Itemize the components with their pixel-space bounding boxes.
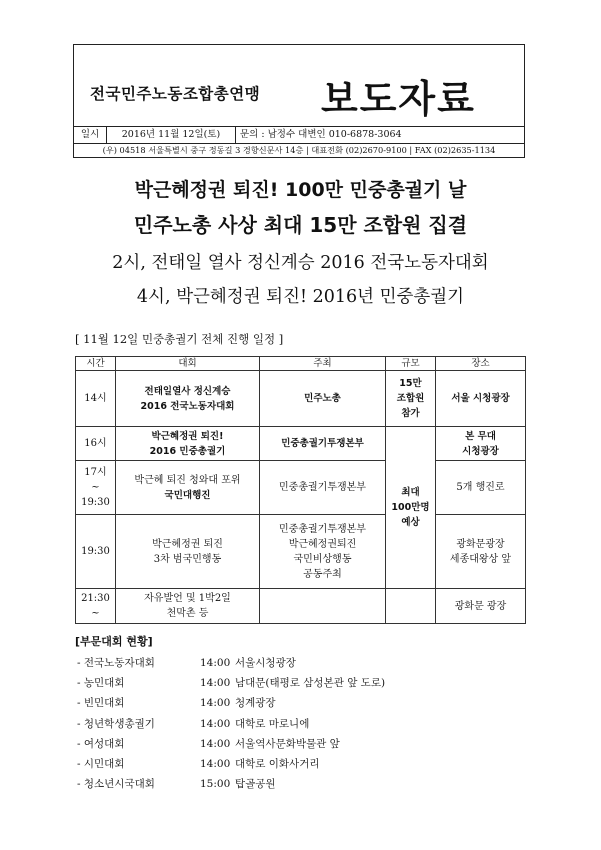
table-header-row: [76, 357, 526, 371]
address-row: (우) 04518 서울특별시 중구 정동길 3 경향신문사 14층 | 대표전화 (02)2670-9100 | FAX (02)2635-1134: [73, 143, 525, 158]
row-host: [260, 589, 386, 624]
date-label: 일시: [74, 127, 107, 143]
list-item: [77, 693, 385, 713]
sub-events-list: [77, 653, 385, 794]
headline-1: 박근혜정권 퇴진! 100만 민중총궐기 날: [134, 179, 467, 201]
sub-event-time: 14:00: [200, 657, 231, 669]
scale-line: 참가: [401, 408, 420, 419]
row-time: [76, 589, 116, 624]
host-line: 공동주최: [303, 568, 342, 580]
sub-event-name: - 농민대회: [77, 677, 125, 690]
event-line: 2016 전국노동자대회: [140, 400, 235, 412]
time-line: ~: [91, 482, 100, 493]
org-name: 전국민주노동조합총연맹: [90, 85, 261, 103]
sub-event-name: - 전국노동자대회: [77, 657, 155, 669]
list-item: [77, 714, 385, 734]
sub-event-place: 서울역사문화박물관 앞: [235, 737, 340, 750]
list-item: [77, 673, 385, 693]
col-header-place: 장소: [436, 357, 526, 371]
sub-event-place: 대학로 마로니에: [235, 717, 310, 730]
press-release-title: 보도자료: [321, 77, 476, 121]
sub-event-name: - 여성대회: [77, 737, 125, 750]
list-item: [77, 734, 385, 754]
event-line: 3차 범국민행동: [153, 553, 222, 565]
time-line: ~: [91, 608, 100, 619]
contact-info: 문의 : 남정수 대변인 010-6878-3064: [240, 129, 402, 140]
event-line: 국민대행진: [164, 489, 211, 501]
sub-event-time: 15:00: [200, 778, 231, 791]
row-host: 민중총궐기투쟁본부: [260, 427, 386, 461]
scale-line: 최대: [401, 487, 420, 498]
col-header-time: 시간: [76, 357, 116, 371]
row-place: 5개 행진로: [436, 461, 526, 515]
row-event: [116, 371, 260, 427]
press-header-box: [73, 44, 525, 127]
headline-2: 민주노총 사상 최대 15만 조합원 집결: [133, 213, 468, 237]
sub-event-time: 14:00: [200, 717, 231, 730]
place-line: 시청광장: [462, 445, 499, 457]
scale-line: 100만명: [391, 502, 430, 513]
row-time: [76, 461, 116, 515]
headline-3: 2시, 전태일 열사 정신계승 2016 전국노동자대회: [112, 253, 489, 273]
sub-event-time: 14:00: [200, 677, 231, 690]
row-scale-empty: [386, 589, 436, 624]
host-line: 박근혜정권퇴진: [288, 538, 357, 550]
row-event: [116, 515, 260, 589]
col-header-scale: 규모: [386, 357, 436, 371]
row-time: 19:30: [76, 515, 116, 589]
sub-event-place: 서울시청광장: [235, 657, 296, 669]
event-line: 박근혜정권 퇴진: [152, 538, 223, 550]
table-row: [76, 371, 526, 427]
sub-events-title: [부문대회 현황]: [75, 635, 153, 648]
list-item: [77, 754, 385, 774]
info-row: [73, 127, 525, 144]
merged-scale-cell: [386, 427, 436, 589]
sub-event-name: - 시민대회: [77, 757, 125, 770]
sub-event-place: 청계광장: [235, 697, 276, 710]
time-line: 17시: [84, 467, 107, 478]
sub-event-name: - 청소년시국대회: [77, 778, 155, 791]
event-line: 2016 민중총궐기: [149, 445, 226, 457]
sub-event-time: 14:00: [200, 697, 231, 710]
place-line: 세종대왕상 앞: [449, 553, 512, 565]
headline-4: 4시, 박근혜정권 퇴진! 2016년 민중총궐기: [136, 287, 465, 307]
event-line: 전태일열사 정신계승: [144, 385, 231, 397]
sub-event-place: 남대문(태평로 삼성본관 앞 도로): [235, 677, 386, 690]
table-row: [76, 515, 526, 589]
col-header-host: 주최: [260, 357, 386, 371]
row-host: 민주노총: [260, 371, 386, 427]
sub-event-place: 대학로 이화사거리: [235, 757, 320, 770]
event-line: 박근혜정권 퇴진!: [151, 430, 224, 442]
event-line: 박근혜 퇴진 청와대 포위: [134, 474, 241, 486]
date-value: 2016년 11월 12일(토): [107, 127, 236, 143]
row-event: [116, 589, 260, 624]
scale-line: 예상: [401, 517, 420, 528]
row-host: 민중총궐기투쟁본부: [260, 461, 386, 515]
row-host: [260, 515, 386, 589]
table-row: [76, 589, 526, 624]
schedule-table: [75, 356, 526, 624]
place-line: 광화문광장: [456, 538, 505, 550]
row-place: [436, 427, 526, 461]
host-line: 국민비상행동: [293, 553, 352, 565]
row-scale: [386, 371, 436, 427]
sub-event-place: 탑골공원: [235, 778, 276, 791]
scale-line: 15만: [399, 378, 422, 389]
sub-event-time: 14:00: [200, 737, 231, 750]
event-line: 자유발언 및 1박2일: [144, 593, 231, 604]
sub-event-time: 14:00: [200, 757, 231, 770]
table-row: [76, 461, 526, 515]
row-time: 16시: [76, 427, 116, 461]
host-line: 민중총궐기투쟁본부: [279, 523, 366, 535]
row-place: 서울 시청광장: [436, 371, 526, 427]
event-line: 천막촌 등: [166, 608, 209, 619]
sub-event-name: - 빈민대회: [77, 697, 125, 710]
sub-event-name: - 청년학생총궐기: [77, 717, 155, 730]
row-event: [116, 461, 260, 515]
list-item: [77, 774, 385, 794]
col-header-event: 대회: [116, 357, 260, 371]
row-place: 광화문 광장: [436, 589, 526, 624]
row-event: [116, 427, 260, 461]
place-line: 본 무대: [465, 430, 496, 442]
table-row: [76, 427, 526, 461]
time-line: 21:30: [81, 593, 110, 604]
time-line: 19:30: [81, 497, 110, 508]
scale-line: 조합원: [396, 393, 425, 404]
row-time: 14시: [76, 371, 116, 427]
row-place: [436, 515, 526, 589]
list-item: [77, 653, 385, 673]
schedule-title: [ 11월 12일 민중총궐기 전체 진행 일정 ]: [75, 332, 284, 346]
